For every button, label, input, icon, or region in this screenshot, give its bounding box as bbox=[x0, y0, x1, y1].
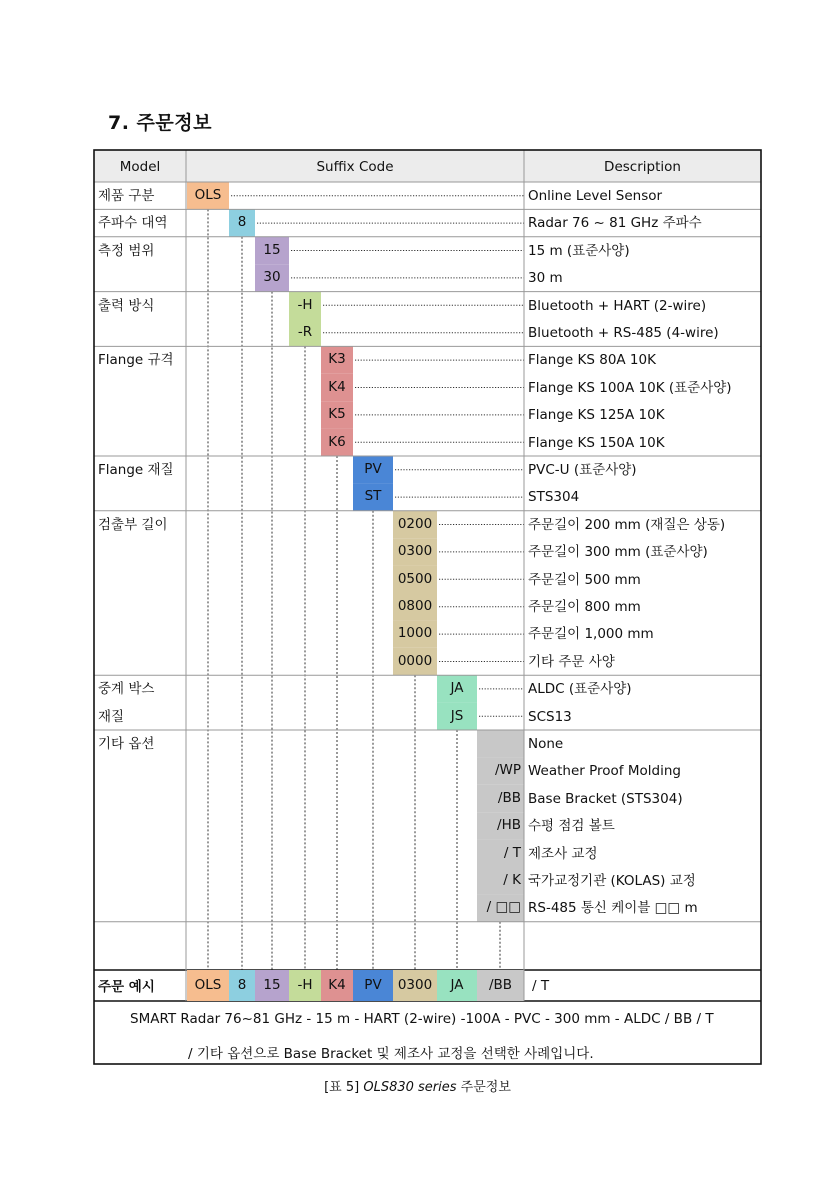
description-text: 주문길이 500 mm bbox=[528, 571, 641, 588]
description-text: STS304 bbox=[528, 489, 580, 506]
suffix-code: -R bbox=[297, 324, 313, 340]
category-label: 출력 방식 bbox=[98, 297, 155, 314]
description-text: Base Bracket (STS304) bbox=[528, 790, 683, 807]
description-text: 기타 주문 사양 bbox=[528, 653, 615, 670]
suffix-code: OLS bbox=[194, 187, 222, 203]
description-text: RS-485 통신 케이블 □□ m bbox=[528, 900, 698, 917]
category-label-2: 재질 bbox=[98, 708, 125, 725]
description-text: Radar 76 ~ 81 GHz 주파수 bbox=[528, 215, 702, 232]
description-text: 주문길이 200 mm (재질은 상동) bbox=[528, 516, 726, 533]
example-code: 15 bbox=[263, 977, 281, 993]
description-text: Bluetooth + HART (2-wire) bbox=[528, 297, 707, 314]
suffix-code: 0500 bbox=[397, 570, 433, 587]
table-caption bbox=[0, 1076, 835, 1095]
suffix-code: K5 bbox=[328, 406, 346, 423]
category-label: 제품 구분 bbox=[98, 188, 155, 204]
suffix-code: / □□ bbox=[486, 899, 521, 916]
header-model: Model bbox=[119, 159, 161, 175]
description-text: PVC-U (표준사양) bbox=[528, 462, 637, 478]
example-note-line2: / 기타 옵션으로 Base Bracket 및 제조사 교정을 선택한 사례입니다. bbox=[188, 1046, 594, 1062]
description-text: SCS13 bbox=[528, 708, 572, 725]
example-code: 0300 bbox=[397, 977, 433, 993]
description-text: Online Level Sensor bbox=[528, 188, 663, 204]
suffix-code: 30 bbox=[263, 269, 281, 286]
section-heading: 7. 주문정보 bbox=[108, 112, 212, 134]
category-label: Flange 규격 bbox=[98, 352, 174, 369]
description-text: 주문길이 300 mm (표준사양) bbox=[528, 544, 708, 561]
example-label: 주문 예시 bbox=[98, 979, 155, 995]
category-label: 기타 옵션 bbox=[98, 736, 155, 752]
suffix-code: PV bbox=[364, 461, 382, 477]
description-text: Flange KS 80A 10K bbox=[528, 352, 656, 369]
suffix-code: JS bbox=[450, 707, 464, 724]
example-code: 8 bbox=[237, 977, 247, 993]
suffix-code: 0800 bbox=[397, 598, 433, 614]
category-label: 주파수 대역 bbox=[98, 215, 168, 232]
suffix-code: 0300 bbox=[397, 543, 433, 560]
suffix-code: /WP bbox=[494, 762, 521, 779]
code-cell bbox=[477, 730, 524, 757]
description-text: Flange KS 125A 10K bbox=[528, 407, 665, 424]
suffix-code: 15 bbox=[263, 241, 281, 258]
description-text: Bluetooth + RS-485 (4-wire) bbox=[528, 325, 719, 341]
example-code: K4 bbox=[328, 977, 346, 993]
suffix-code: 1000 bbox=[397, 625, 433, 642]
description-text: 제조사 교정 bbox=[528, 845, 598, 862]
example-code: PV bbox=[364, 977, 382, 993]
description-text: Weather Proof Molding bbox=[528, 763, 681, 780]
example-code: OLS bbox=[194, 977, 222, 993]
suffix-code: 0000 bbox=[397, 652, 433, 669]
suffix-code: /HB bbox=[497, 817, 521, 834]
description-text: 수평 점검 볼트 bbox=[528, 818, 615, 835]
example-code: JA bbox=[450, 977, 464, 993]
description-text: Flange KS 150A 10K bbox=[528, 434, 665, 451]
suffix-code: /BB bbox=[497, 789, 521, 806]
suffix-code: K6 bbox=[328, 433, 346, 450]
header-suffix: Suffix Code bbox=[316, 159, 394, 175]
category-label: 검출부 길이 bbox=[98, 516, 168, 533]
category-label: 측정 범위 bbox=[98, 242, 155, 259]
suffix-code: / T bbox=[503, 844, 521, 861]
suffix-code: / K bbox=[503, 872, 521, 888]
description-text: 15 m (표준사양) bbox=[528, 242, 630, 259]
example-note-line1: SMART Radar 76~81 GHz - 15 m - HART (2-wire) -100A - PVC - 300 mm - ALDC / BB / T bbox=[130, 1011, 714, 1027]
description-text: 주문길이 800 mm bbox=[528, 599, 641, 615]
caption-prefix: [표 5] bbox=[324, 1080, 364, 1095]
suffix-code: JA bbox=[450, 680, 464, 697]
description-text: ALDC (표준사양) bbox=[528, 681, 632, 698]
caption-suffix: 주문정보 bbox=[456, 1080, 511, 1095]
description-text: 주문길이 1,000 mm bbox=[528, 626, 654, 643]
example-code: -H bbox=[297, 977, 313, 993]
description-text: 30 m bbox=[528, 270, 563, 287]
suffix-code: 0200 bbox=[397, 515, 433, 532]
description-text: 국가교정기관 (KOLAS) 교정 bbox=[528, 873, 696, 889]
suffix-code: 8 bbox=[237, 214, 247, 231]
example-extra: / T bbox=[532, 978, 550, 994]
suffix-code: K4 bbox=[328, 378, 346, 395]
caption-series: OLS830 series bbox=[363, 1080, 457, 1095]
description-text: None bbox=[528, 736, 564, 752]
header-description: Description bbox=[604, 159, 681, 175]
description-text: Flange KS 100A 10K (표준사양) bbox=[528, 379, 732, 396]
suffix-code: ST bbox=[364, 488, 382, 505]
suffix-code: -H bbox=[297, 296, 313, 313]
category-label: 중계 박스 bbox=[98, 681, 155, 698]
example-code: /BB bbox=[488, 977, 513, 993]
category-label: Flange 재질 bbox=[98, 462, 174, 478]
suffix-code: K3 bbox=[328, 351, 346, 368]
